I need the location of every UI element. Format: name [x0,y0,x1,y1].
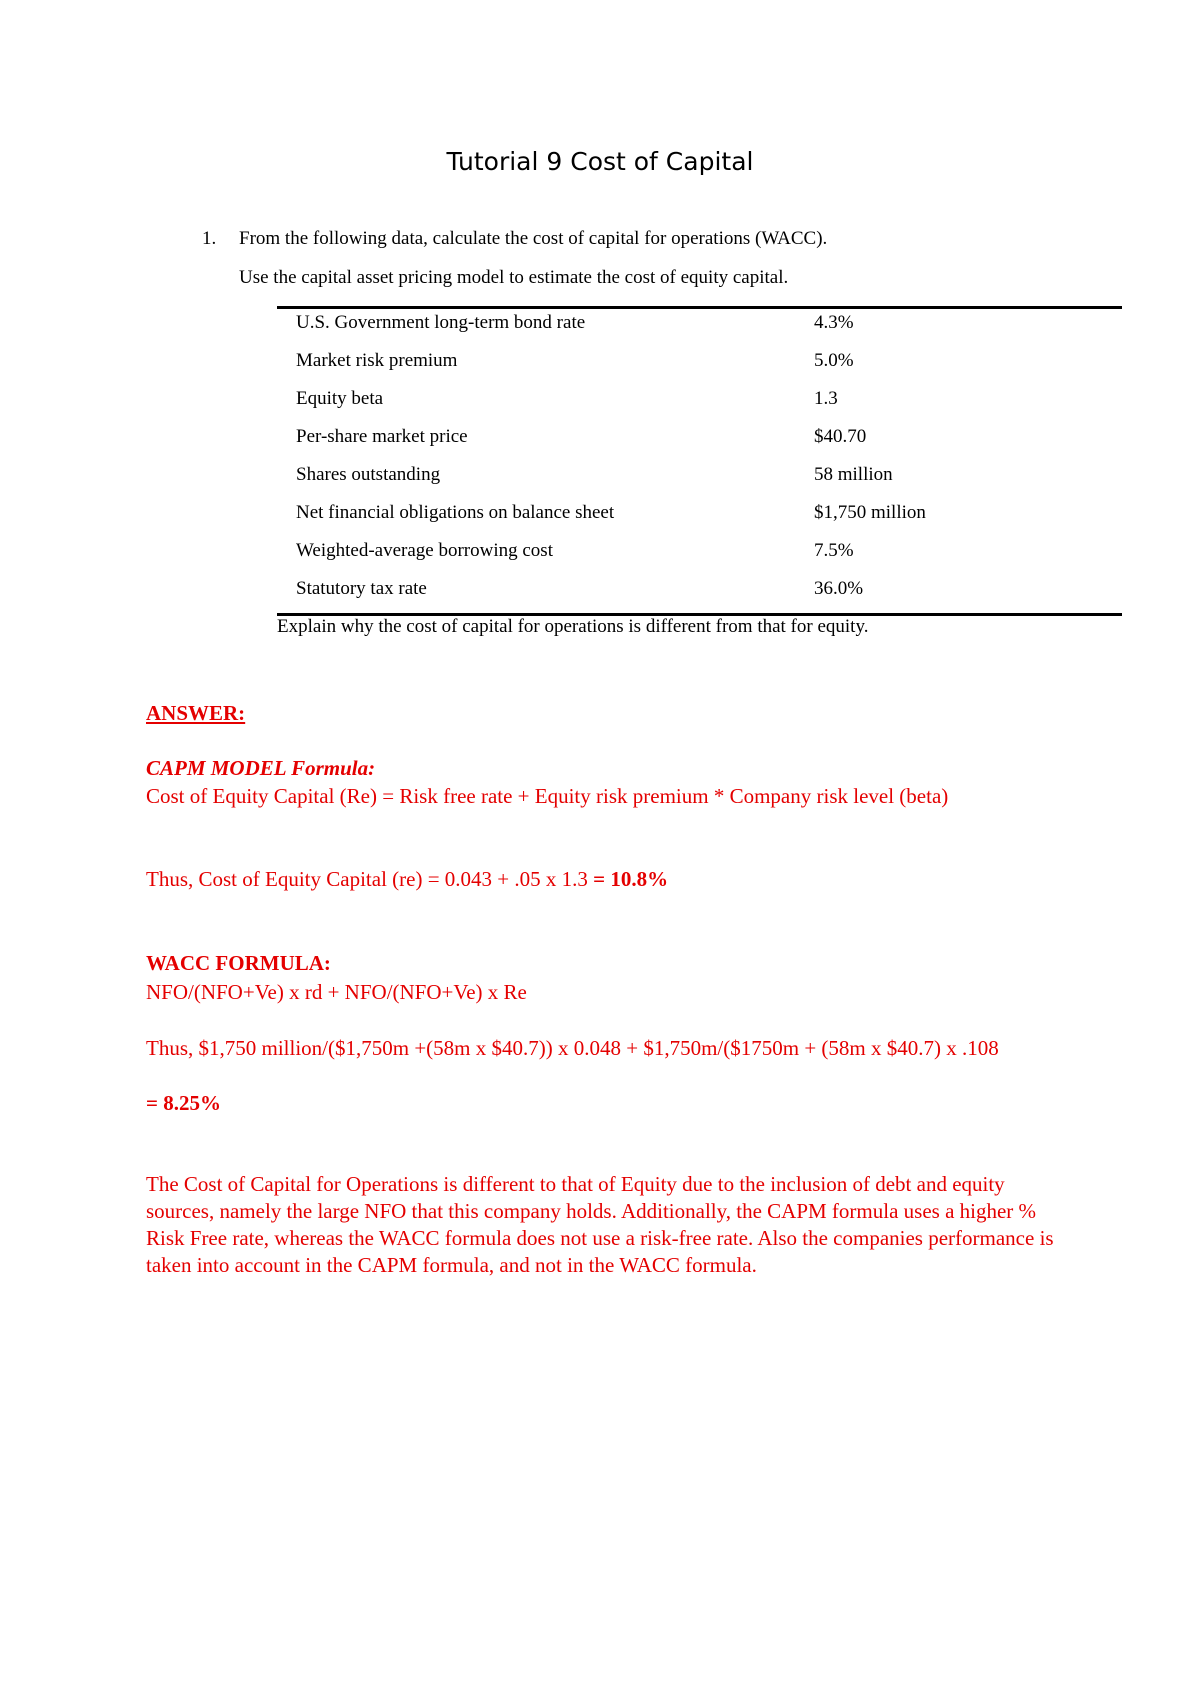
row-value: 36.0% [814,578,864,599]
capm-calc-result: = 10.8% [593,867,669,891]
capm-calc-text: Thus, Cost of Equity Capital (re) = 0.043 + .05 x 1.3 [146,867,594,891]
table-row [296,342,1096,380]
wacc-heading: WACC FORMULA: [146,951,331,975]
row-label: Equity beta [296,388,384,409]
row-value: 5.0% [814,350,854,371]
capm-calculation [146,866,1076,893]
answer-explanation: The Cost of Capital for Operations is different to that of Equity due to the inclusion of debt and equity sources, namely the large NFO that this company holds. Additionally, the CAPM formula uses a higher % Risk Free rate, whereas the WACC formula does not use a risk-free rate. Also the companies performance is taken into account in the CAPM formula, and not in the WACC formula. [146,1172,1054,1277]
table-row [296,456,1096,494]
wacc-result: = 8.25% [146,1091,221,1115]
row-label: Statutory tax rate [296,578,427,599]
row-value: 1.3 [814,388,838,409]
table-row [296,304,1096,342]
wacc-formula: NFO/(NFO+Ve) x rd + NFO/(NFO+Ve) x Re [146,980,527,1004]
table-row [296,380,1096,418]
wacc-calculation: Thus, $1,750 million/($1,750m +(58m x $40.7)) x 0.048 + $1,750m/($1750m + (58m x $40.7) x .108 [146,1036,999,1060]
row-value: 4.3% [814,312,854,333]
capm-formula: Cost of Equity Capital (Re) = Risk free rate + Equity risk premium * Company risk level (beta) [146,784,949,808]
row-label: Shares outstanding [296,464,441,485]
table-row [296,418,1096,456]
table-row [296,494,1096,532]
table-row [296,570,1096,608]
capm-heading: CAPM MODEL Formula: [146,756,376,780]
page-title: Tutorial 9 Cost of Capital [446,147,754,176]
question-text-line-2: Use the capital asset pricing model to estimate the cost of equity capital. [239,267,789,288]
table-row [296,532,1096,570]
row-label: Weighted-average borrowing cost [296,540,553,561]
row-label: U.S. Government long-term bond rate [296,312,586,333]
answer-heading: ANSWER: [146,701,246,725]
row-value: 58 million [814,464,893,485]
question-explain-prompt: Explain why the cost of capital for operations is different from that for equity. [277,616,869,637]
question-number: 1. [202,228,217,249]
data-table [296,304,1096,608]
row-value: $1,750 million [814,502,926,523]
row-label: Net financial obligations on balance sheet [296,502,615,523]
row-label: Market risk premium [296,350,458,371]
row-value: $40.70 [814,426,867,447]
row-label: Per-share market price [296,426,468,447]
row-value: 7.5% [814,540,854,561]
question-text-line-1: From the following data, calculate the cost of capital for operations (WACC). [239,228,828,249]
